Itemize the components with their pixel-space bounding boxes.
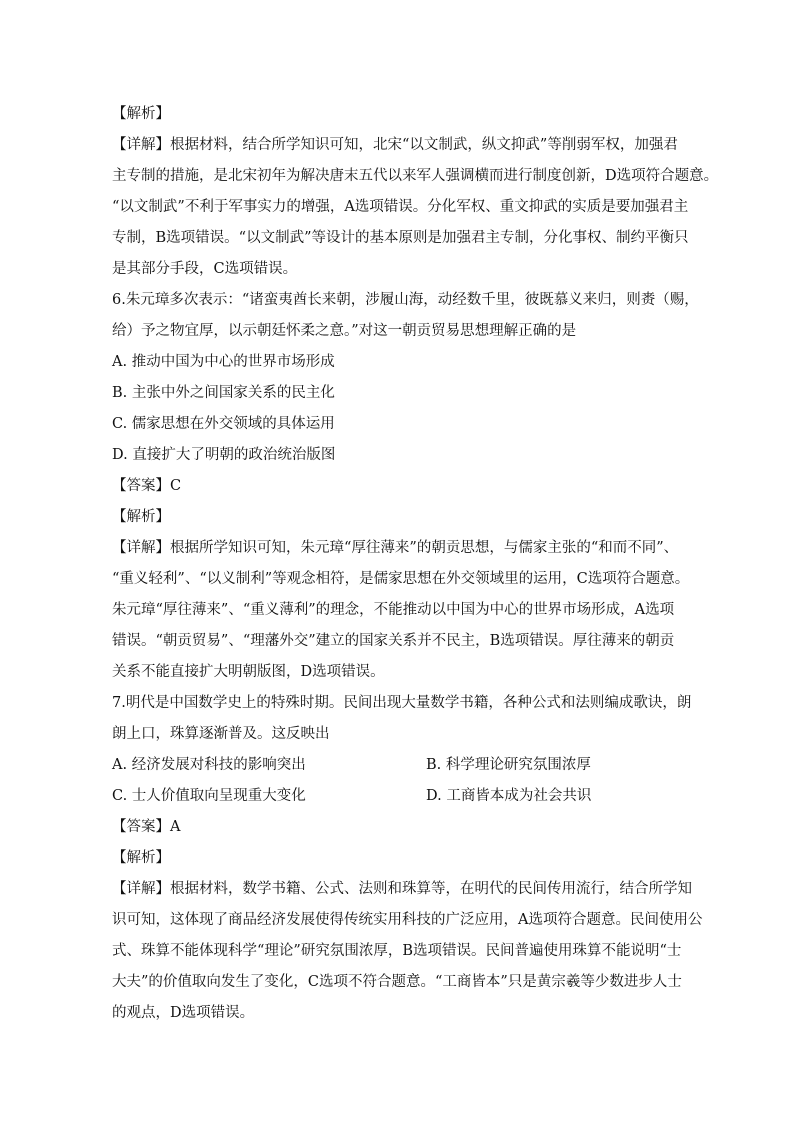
q7-option-a: A. 经济发展对科技的影响突出 bbox=[112, 757, 306, 773]
q7-options-row-2 bbox=[112, 781, 688, 812]
q7-detail-line-4: 大夫”的价值取向发生了变化，C选项不符合题意。“工商皆本”只是黄宗羲等少数进步人士 bbox=[112, 974, 682, 990]
q6-detail-line-2: “重义轻利”、“以义制利”等观念相符，是儒家思想在外交领域里的运用，C选项符合题意。 bbox=[112, 571, 690, 587]
q7-answer: 【答案】A bbox=[112, 819, 181, 835]
q6-option-c: C. 儒家思想在外交领域的具体运用 bbox=[112, 416, 335, 432]
q7-detail-line-5: 的观点，D选项错误。 bbox=[112, 1005, 255, 1021]
q6-analysis-label: 【解析】 bbox=[112, 509, 170, 525]
document-page bbox=[112, 99, 719, 1029]
q6-option-d: D. 直接扩大了明朝的政治统治版图 bbox=[112, 447, 336, 463]
q5-analysis-label: 【解析】 bbox=[112, 106, 170, 122]
q7-detail-line-2: 识可知，这体现了商品经济发展使得传统实用科技的广泛应用，A选项符合题意。民间使用公 bbox=[112, 912, 703, 928]
q6-stem-line-1: 6.朱元璋多次表示：“诸蛮夷酋长来朝，涉履山海，动经数千里，彼既慕义来归，则赉（赐， bbox=[112, 292, 699, 308]
q5-detail-line-5: 是其部分手段，C选项错误。 bbox=[112, 261, 298, 277]
q6-detail-line-4: 错误。“朝贡贸易”、“理藩外交”建立的国家关系并不民主，B选项错误。厚往薄来的朝贡 bbox=[112, 633, 675, 649]
q6-answer: 【答案】C bbox=[112, 478, 182, 494]
q6-detail-line-5: 关系不能直接扩大明朝版图，D选项错误。 bbox=[112, 664, 385, 680]
q7-detail-line-3: 式、珠算不能体现科学“理论”研究氛围浓厚，B选项错误。民间普遍使用珠算不能说明“士 bbox=[112, 943, 682, 959]
q7-stem-line-1: 7.明代是中国数学史上的特殊时期。民间出现大量数学书籍，各种公式和法则编成歌诀，朗 bbox=[112, 695, 692, 711]
q7-options-row-1 bbox=[112, 750, 688, 781]
q6-option-a: A. 推动中国为中心的世界市场形成 bbox=[112, 354, 335, 370]
q5-detail-line-4: 专制，B选项错误。“以文制武”等设计的基本原则是加强君主专制，分化事权、制约平衡只 bbox=[112, 230, 689, 246]
q6-detail-line-3: 朱元璋“厚往薄来”、“重义薄利”的理念，不能推动以中国为中心的世界市场形成，A选项 bbox=[112, 602, 675, 618]
q7-detail-line-1: 【详解】根据材料，数学书籍、公式、法则和珠算等，在明代的民间传用流行，结合所学知 bbox=[112, 881, 692, 897]
q5-detail-line-2: 主专制的措施，是北宋初年为解决唐末五代以来军人强调横而进行制度创新，D选项符合题意。 bbox=[112, 168, 719, 184]
q7-option-d: D. 工商皆本成为社会共识 bbox=[426, 788, 592, 804]
q5-detail-line-3: “以文制武”不利于军事实力的增强，A选项错误。分化军权、重文抑武的实质是要加强君主 bbox=[112, 199, 689, 215]
q5-detail-line-1: 【详解】根据材料，结合所学知识可知，北宋“以文制武，纵文抑武”等削弱军权，加强君 bbox=[112, 137, 678, 153]
q6-detail-line-1: 【详解】根据所学知识可知，朱元璋“厚往薄来”的朝贡思想，与儒家主张的“和而不同”、 bbox=[112, 540, 679, 556]
q6-option-b: B. 主张中外之间国家关系的民主化 bbox=[112, 385, 335, 401]
q6-stem-line-2: 给）予之物宜厚，以示朝廷怀柔之意。”对这一朝贡贸易思想理解正确的是 bbox=[112, 323, 577, 339]
q7-option-c: C. 士人价值取向呈现重大变化 bbox=[112, 788, 306, 804]
q7-stem-line-2: 朗上口，珠算逐渐普及。这反映出 bbox=[112, 726, 330, 742]
q7-analysis-label: 【解析】 bbox=[112, 850, 170, 866]
q7-option-b: B. 科学理论研究氛围浓厚 bbox=[426, 757, 591, 773]
